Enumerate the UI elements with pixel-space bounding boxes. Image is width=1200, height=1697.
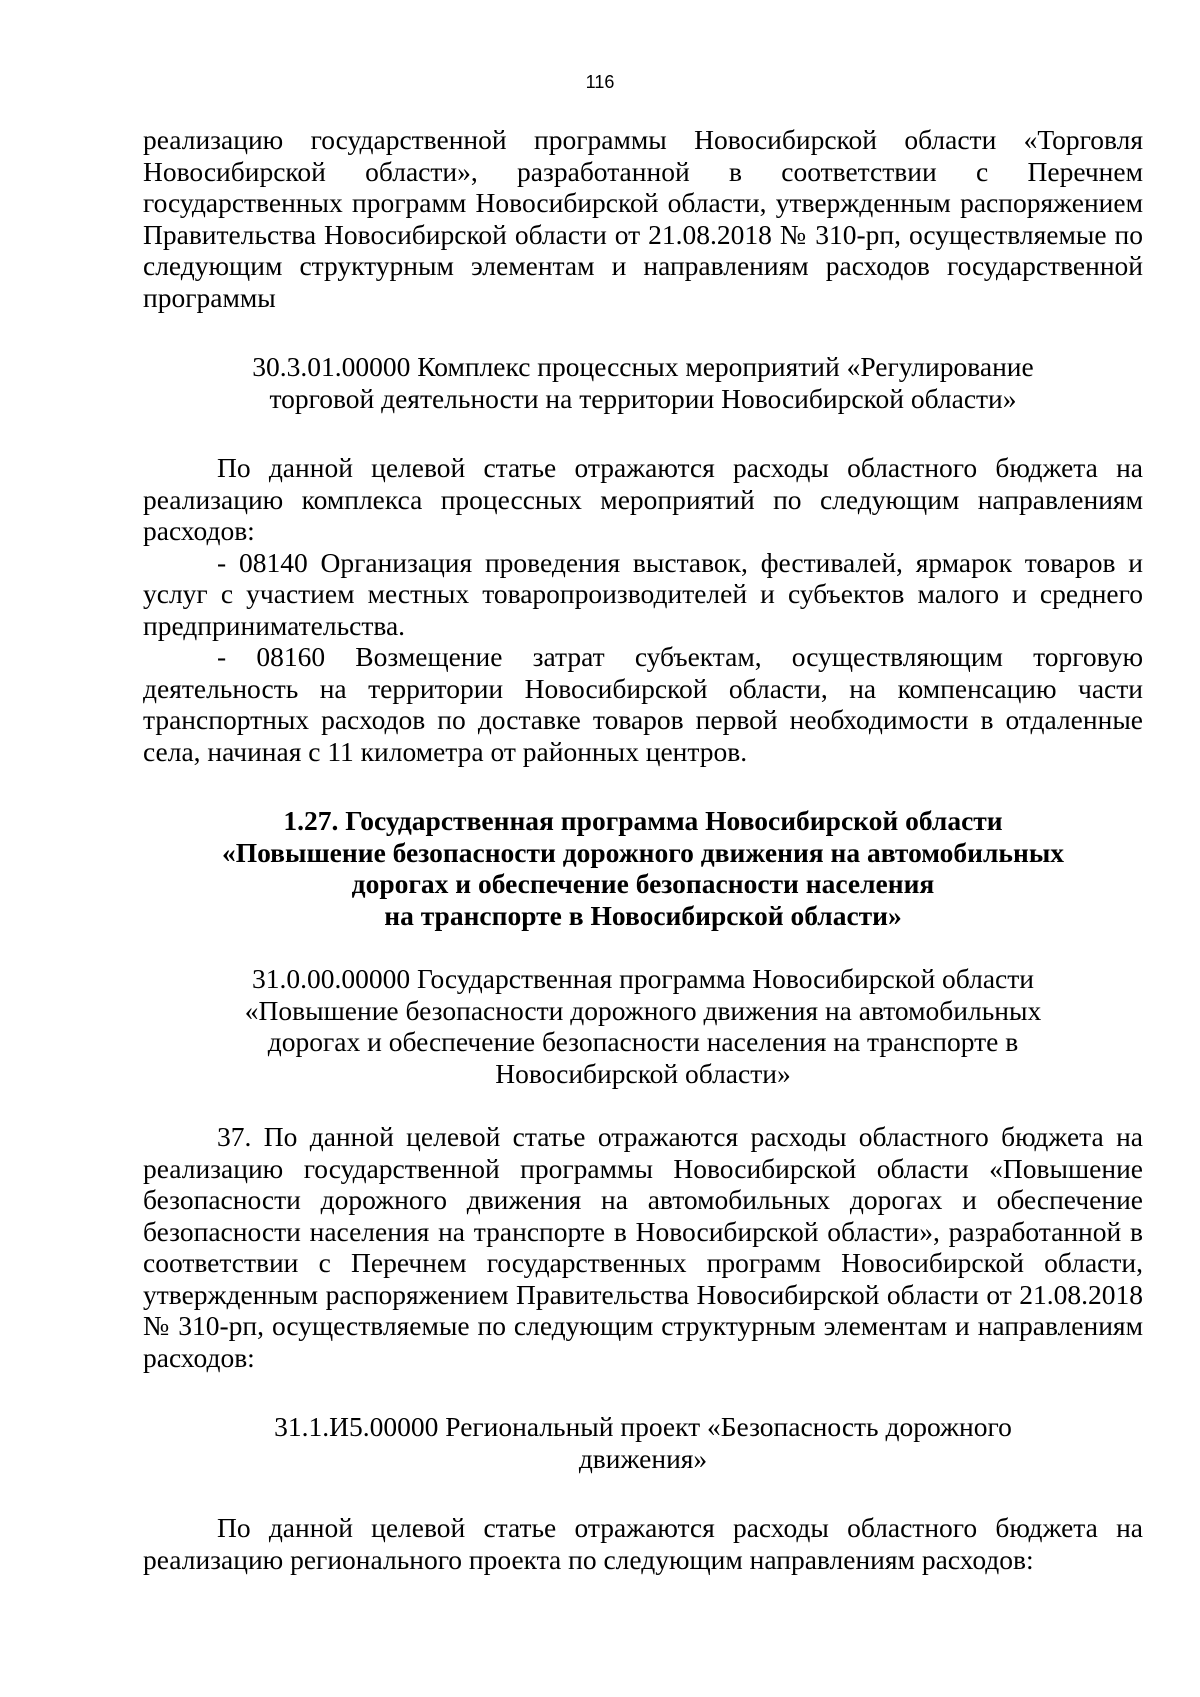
section-title-line: дорогах и обеспечение безопасности населения: [351, 868, 935, 899]
section-title-line: 1.27. Государственная программа Новосибирской области: [283, 805, 1003, 836]
paragraph-regional-project-expenses: По данной целевой статье отражаются расходы областного бюджета на реализацию регионального проекта по следующим направлениям расходов:: [143, 1512, 1143, 1575]
subheading-regional-project-road-safety: 31.1.И5.00000 Региональный проект «Безопасность дорожного движения»: [274, 1411, 1012, 1474]
subheading-road-safety-program: 31.0.00.00000 Государственная программа Новосибирской области «Повышение безопасности дорожного движения на автомобильных дорогах и обеспечение безопасности населения на транспорте в Новосибирской области»: [244, 963, 1042, 1089]
section-title-1-27: [143, 805, 1143, 931]
section-title-line: на транспорте в Новосибирской области»: [384, 899, 902, 931]
paragraph-road-safety-intro: 37. По данной целевой статье отражаются расходы областного бюджета на реализацию государственной программы Новосибирской области «Повышение безопасности дорожного движения на автомобильных дорогах и обеспечение безопасности населения на транспорте в Новосибирской области», разработанной в соответствии с Перечнем государственных программ Новосибирской области, утвержденным распоряжением Правительства Новосибирской области от 21.08.2018 № 310-рп, осуществляемые по следующим структурным элементам и направлениям расходов:: [143, 1121, 1143, 1373]
list-item-expense-08160: - 08160 Возмещение затрат субъектам, осуществляющим торговую деятельность на территории Новосибирской области, на компенсацию части транспортных расходов по доставке товаров первой необходимости в отдаленные села, начиная с 11 километра от районных центров.: [143, 641, 1143, 767]
section-title-line: «Повышение безопасности дорожного движения на автомобильных: [221, 836, 1065, 868]
list-item-expense-08140: - 08140 Организация проведения выставок, фестивалей, ярмарок товаров и услуг с участием местных товаропроизводителей и субъектов малого и среднего предпринимательства.: [143, 546, 1143, 641]
paragraph-trade-complex-expenses: По данной целевой статье отражаются расходы областного бюджета на реализацию комплекса процессных мероприятий по следующим направлениям расходов:: [143, 452, 1143, 546]
paragraph-trade-program-intro: реализацию государственной программы Новосибирской области «Торговля Новосибирской области», разработанной в соответствии с Перечнем государственных программ Новосибирской области, утвержденным распоряжением Правительства Новосибирской области от 21.08.2018 № 310-рп, осуществляемые по следующим структурным элементам и направлениям расходов государственной программы: [143, 124, 1143, 313]
document-body: [143, 124, 1143, 1575]
page-number: 116: [585, 72, 615, 92]
subheading-trade-regulation-complex: 30.3.01.00000 Комплекс процессных мероприятий «Регулирование торговой деятельности на территории Новосибирской области»: [252, 351, 1034, 414]
